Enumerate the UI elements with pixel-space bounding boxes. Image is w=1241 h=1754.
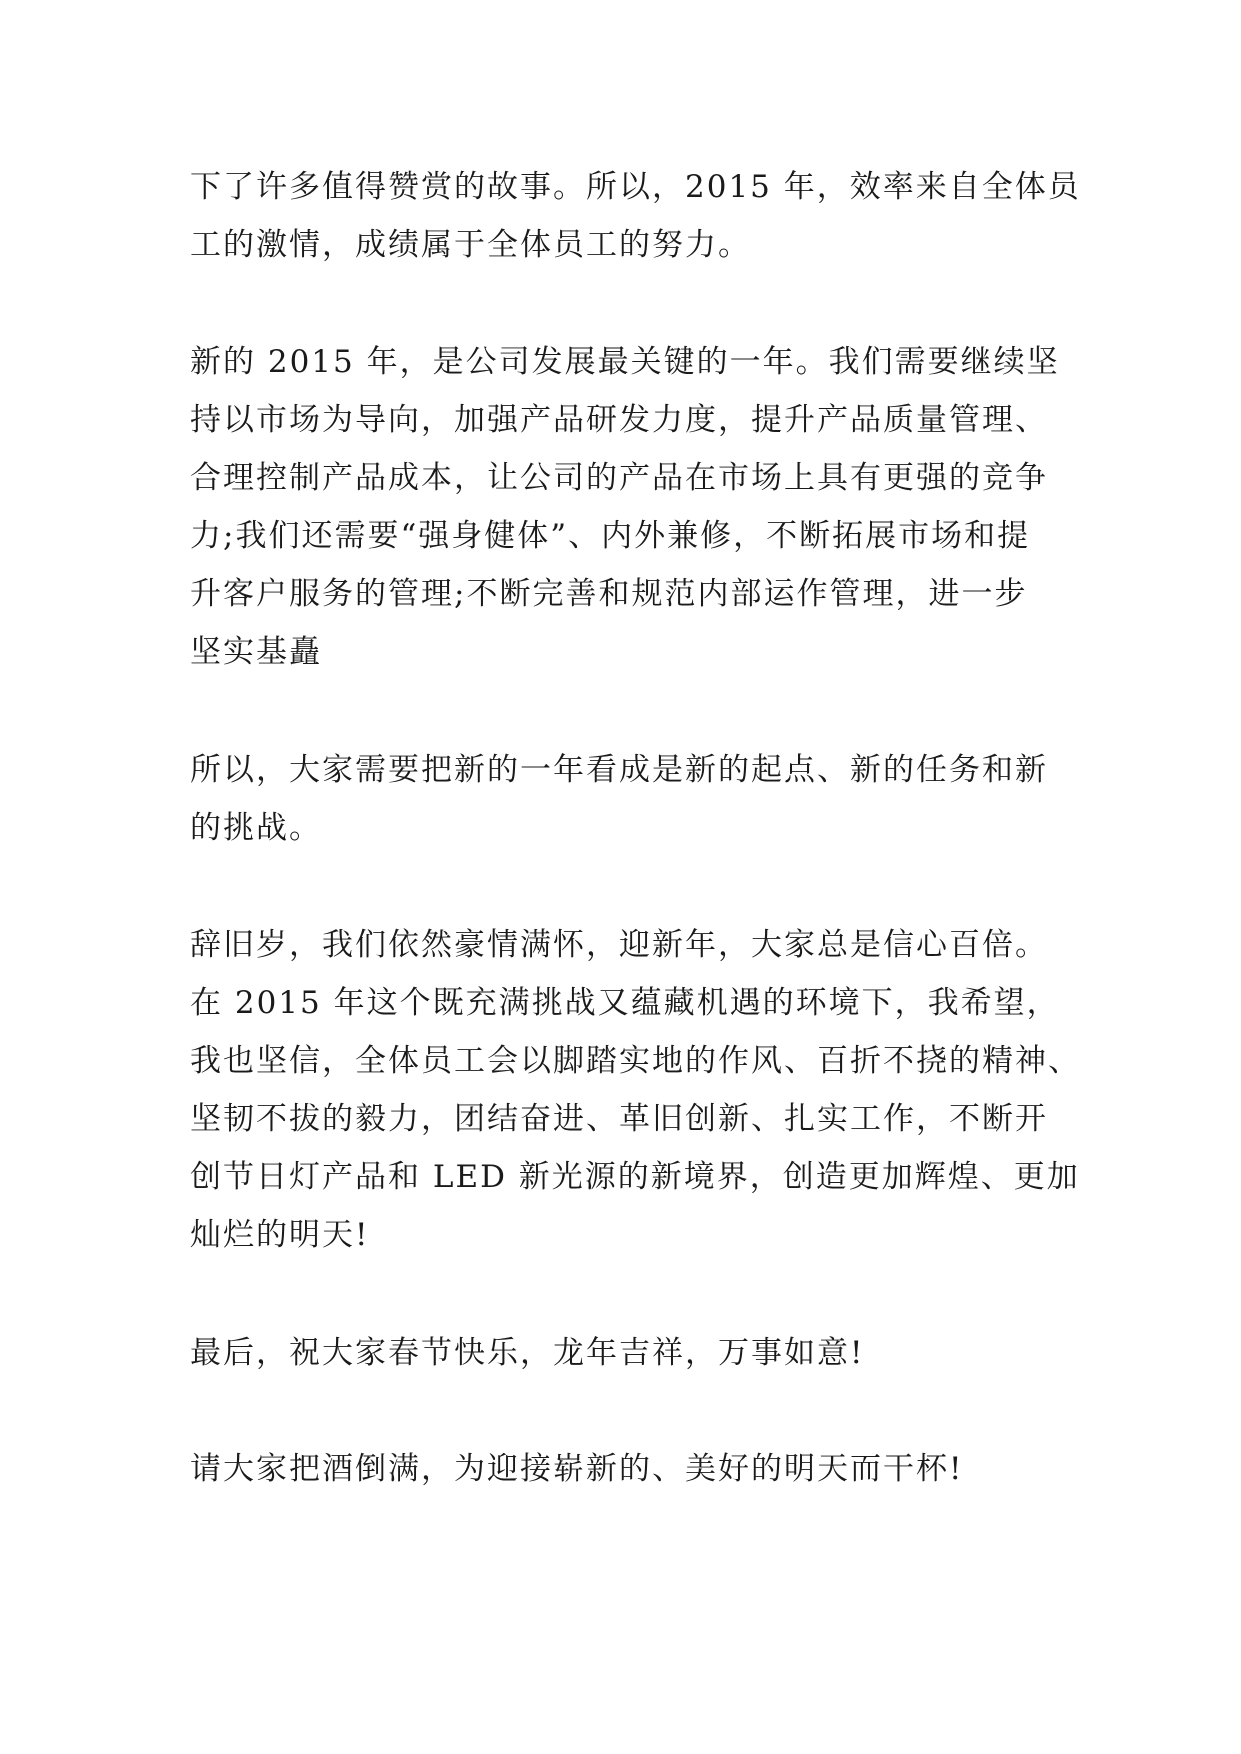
text-line: 下了许多值得赞赏的故事。所以，2015 年，效率来自全体员 (190, 169, 1081, 205)
text-line: 请大家把酒倒满，为迎接崭新的、美好的明天而干杯! (190, 1451, 964, 1487)
text-line: 持以市场为导向，加强产品研发力度，提升产品质量管理、 (190, 402, 1048, 438)
text-line: 升客户服务的管理;不断完善和规范内部运作管理，进一步 (190, 576, 1028, 612)
text-line: 辞旧岁，我们依然豪情满怀，迎新年，大家总是信心百倍。 (190, 927, 1048, 963)
text-line: 工的激情，成绩属于全体员工的努力。 (190, 227, 751, 263)
text-line: 新的 2015 年，是公司发展最关键的一年。我们需要继续坚 (190, 344, 1060, 380)
paragraph-1 (190, 158, 1081, 274)
text-line: 的挑战。 (190, 810, 322, 846)
text-line: 坚实基矗 (190, 634, 322, 670)
text-line: 我也坚信，全体员工会以脚踏实地的作风、百折不挠的精神、 (190, 1043, 1081, 1079)
text-line: 坚韧不拔的毅力，团结奋进、革旧创新、扎实工作，不断开 (190, 1101, 1048, 1137)
text-line: 灿烂的明天! (190, 1217, 370, 1253)
text-line: 创节日灯产品和 LED 新光源的新境界，创造更加辉煌、更加 (190, 1159, 1080, 1195)
paragraph-3 (190, 741, 1070, 857)
text-line: 力;我们还需要“强身健体”、内外兼修，不断拓展市场和提 (190, 518, 1031, 554)
text-line: 所以，大家需要把新的一年看成是新的起点、新的任务和新 (190, 752, 1048, 788)
paragraph-6 (190, 1440, 1070, 1498)
text-line: 在 2015 年这个既充满挑战又蕴藏机遇的环境下，我希望， (190, 985, 1060, 1021)
text-line: 最后，祝大家春节快乐，龙年吉祥，万事如意! (190, 1335, 865, 1371)
paragraph-4 (190, 916, 1081, 1264)
text-line: 合理控制产品成本，让公司的产品在市场上具有更强的竞争 (190, 460, 1048, 496)
paragraph-5 (190, 1324, 1070, 1382)
paragraph-2 (190, 333, 1070, 681)
